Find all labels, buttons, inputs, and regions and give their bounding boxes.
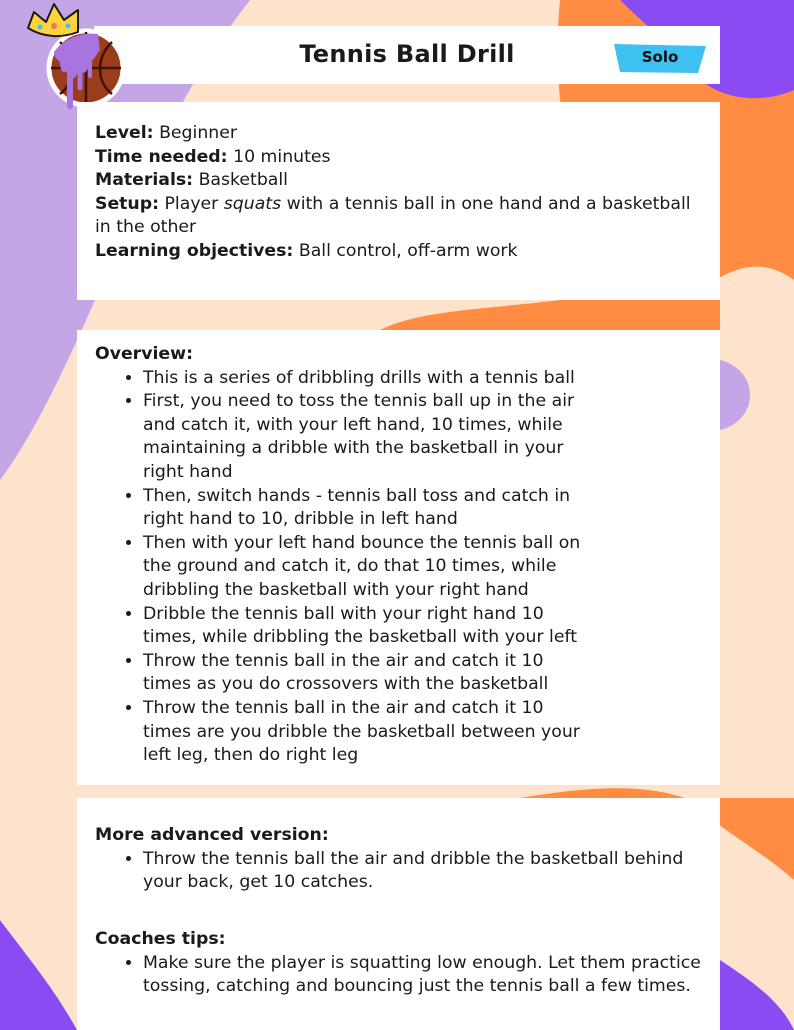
- time-line: [95, 146, 700, 170]
- list-item: • Throw the tennis ball in the air and catch it 10 times are you dribble the basketball between your left leg, then do right leg: [143, 697, 583, 768]
- setup-emphasis: squats: [223, 193, 282, 214]
- badge-label: Solo: [641, 48, 679, 66]
- list-item: • Make sure the player is squatting low enough. Let them practice tossing, catching and bouncing just the tennis ball a few times.: [143, 952, 703, 999]
- header-bar: [94, 26, 720, 84]
- objectives-value: Ball control, off-arm work: [298, 240, 518, 261]
- solo-badge: [612, 42, 708, 74]
- overview-section: [95, 343, 583, 768]
- tips-section: [95, 928, 700, 999]
- time-value: 10 minutes: [233, 146, 331, 167]
- advanced-list: [95, 848, 703, 895]
- list-item: • Dribble the tennis ball with your right hand 10 times, while dribbling the basketball with your left: [143, 603, 583, 650]
- list-item: • First, you need to toss the tennis ball up in the air and catch it, with your left hand, 10 times, while maintaining a dribble with the basketball in your right hand: [143, 390, 583, 484]
- materials-value: Basketball: [198, 170, 288, 191]
- overview-heading: Overview:: [95, 344, 193, 364]
- setup-line: [95, 193, 700, 240]
- setup-label: Setup:: [95, 193, 160, 214]
- drill-info-card: [77, 102, 720, 300]
- advanced-heading: More advanced version:: [95, 825, 329, 845]
- tips-list: [95, 952, 703, 999]
- materials-line: [95, 169, 700, 193]
- setup-after: with a tennis ball in one hand and a basketball in the other: [95, 193, 691, 238]
- overview-list: [95, 367, 583, 768]
- level-value: Beginner: [159, 123, 237, 143]
- advanced-tips-card: [77, 798, 720, 1030]
- list-item: • Throw the tennis ball the air and dribble the basketball behind your back, get 10 catches.: [143, 848, 703, 895]
- advanced-section: [95, 824, 700, 895]
- info-list: [95, 122, 700, 264]
- materials-label: Materials:: [95, 170, 194, 191]
- list-item: • Then with your left hand bounce the tennis ball on the ground and catch it, do that 10 times, while dribbling the basketball with your right hand: [143, 532, 583, 603]
- list-item: • Throw the tennis ball in the air and catch it 10 times as you do crossovers with the basketball: [143, 650, 583, 697]
- level-label: Level:: [95, 123, 154, 143]
- tips-heading: Coaches tips:: [95, 929, 226, 949]
- overview-card: [77, 330, 720, 785]
- objectives-line: [95, 240, 700, 264]
- objectives-label: Learning objectives:: [95, 240, 294, 261]
- level-line: [95, 122, 700, 146]
- list-item: • This is a series of dribbling drills with a tennis ball: [143, 367, 583, 391]
- setup-before: Player: [164, 193, 219, 214]
- time-label: Time needed:: [95, 146, 228, 167]
- list-item: • Then, switch hands - tennis ball toss and catch in right hand to 10, dribble in left hand: [143, 485, 583, 532]
- page-title: Tennis Ball Drill: [299, 40, 515, 68]
